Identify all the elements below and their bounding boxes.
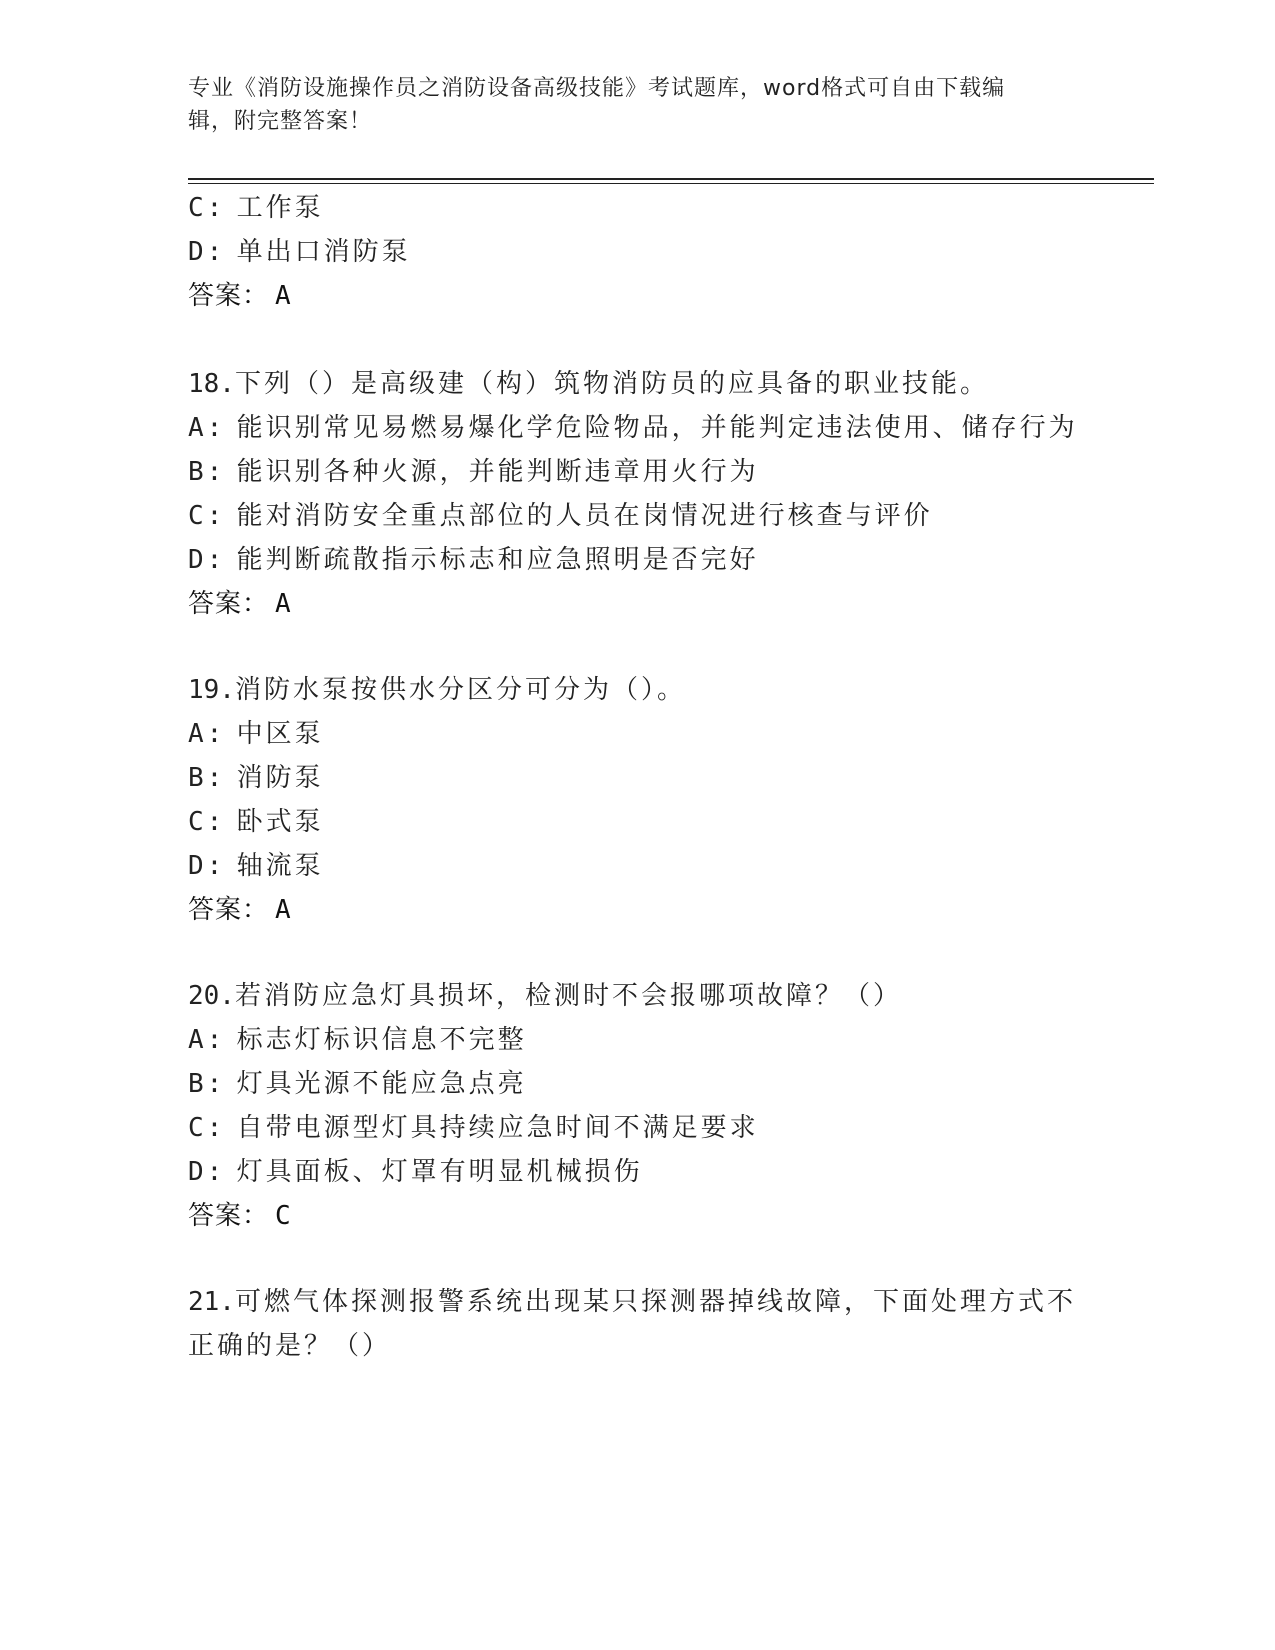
question-18-option-b: B: 能识别各种火源，并能判断违章用火行为 <box>188 457 759 487</box>
question-18-answer: 答案： A <box>188 589 292 619</box>
question-20-option-d: D: 灯具面板、灯罩有明显机械损伤 <box>188 1157 643 1187</box>
question-18-option-d: D: 能判断疏散指示标志和应急照明是否完好 <box>188 545 759 575</box>
option-d: D: 单出口消防泵 <box>188 237 411 267</box>
question-21-stem: 21.可燃气体探测报警系统出现某只探测器掉线故障，下面处理方式不 <box>188 1287 1076 1317</box>
document-header <box>188 72 1088 138</box>
question-19-option-a: A: 中区泵 <box>188 719 324 749</box>
question-20-answer: 答案： C <box>188 1201 292 1231</box>
header-divider-thin <box>188 183 1154 184</box>
question-20-stem: 20.若消防应急灯具损坏，检测时不会报哪项故障？（） <box>188 981 902 1011</box>
header-divider <box>188 178 1154 180</box>
answer-line: 答案： A <box>188 281 292 311</box>
question-18-stem: 18.下列（）是高级建（构）筑物消防员的应具备的职业技能。 <box>188 369 989 399</box>
question-19-option-c: C: 卧式泵 <box>188 807 324 837</box>
header-line-2: 辑，附完整答案！ <box>188 109 373 134</box>
question-18-option-a: A: 能识别常见易燃易爆化学危险物品，并能判定违法使用、储存行为 <box>188 413 1078 443</box>
question-20-option-c: C: 自带电源型灯具持续应急时间不满足要求 <box>188 1113 759 1143</box>
question-19-stem: 19.消防水泵按供水分区分可分为（）。 <box>188 675 686 705</box>
question-19-option-d: D: 轴流泵 <box>188 851 324 881</box>
question-20-option-b: B: 灯具光源不能应急点亮 <box>188 1069 527 1099</box>
question-21-stem-continued: 正确的是？（） <box>188 1331 392 1361</box>
question-18-option-c: C: 能对消防安全重点部位的人员在岗情况进行核查与评价 <box>188 501 933 531</box>
question-19-answer: 答案： A <box>188 895 292 925</box>
question-20-option-a: A: 标志灯标识信息不完整 <box>188 1025 527 1055</box>
option-c: C: 工作泵 <box>188 193 324 223</box>
question-19-option-b: B: 消防泵 <box>188 763 324 793</box>
header-line-1: 专业《消防设施操作员之消防设备高级技能》考试题库，word格式可自由下载编 <box>188 76 1006 101</box>
